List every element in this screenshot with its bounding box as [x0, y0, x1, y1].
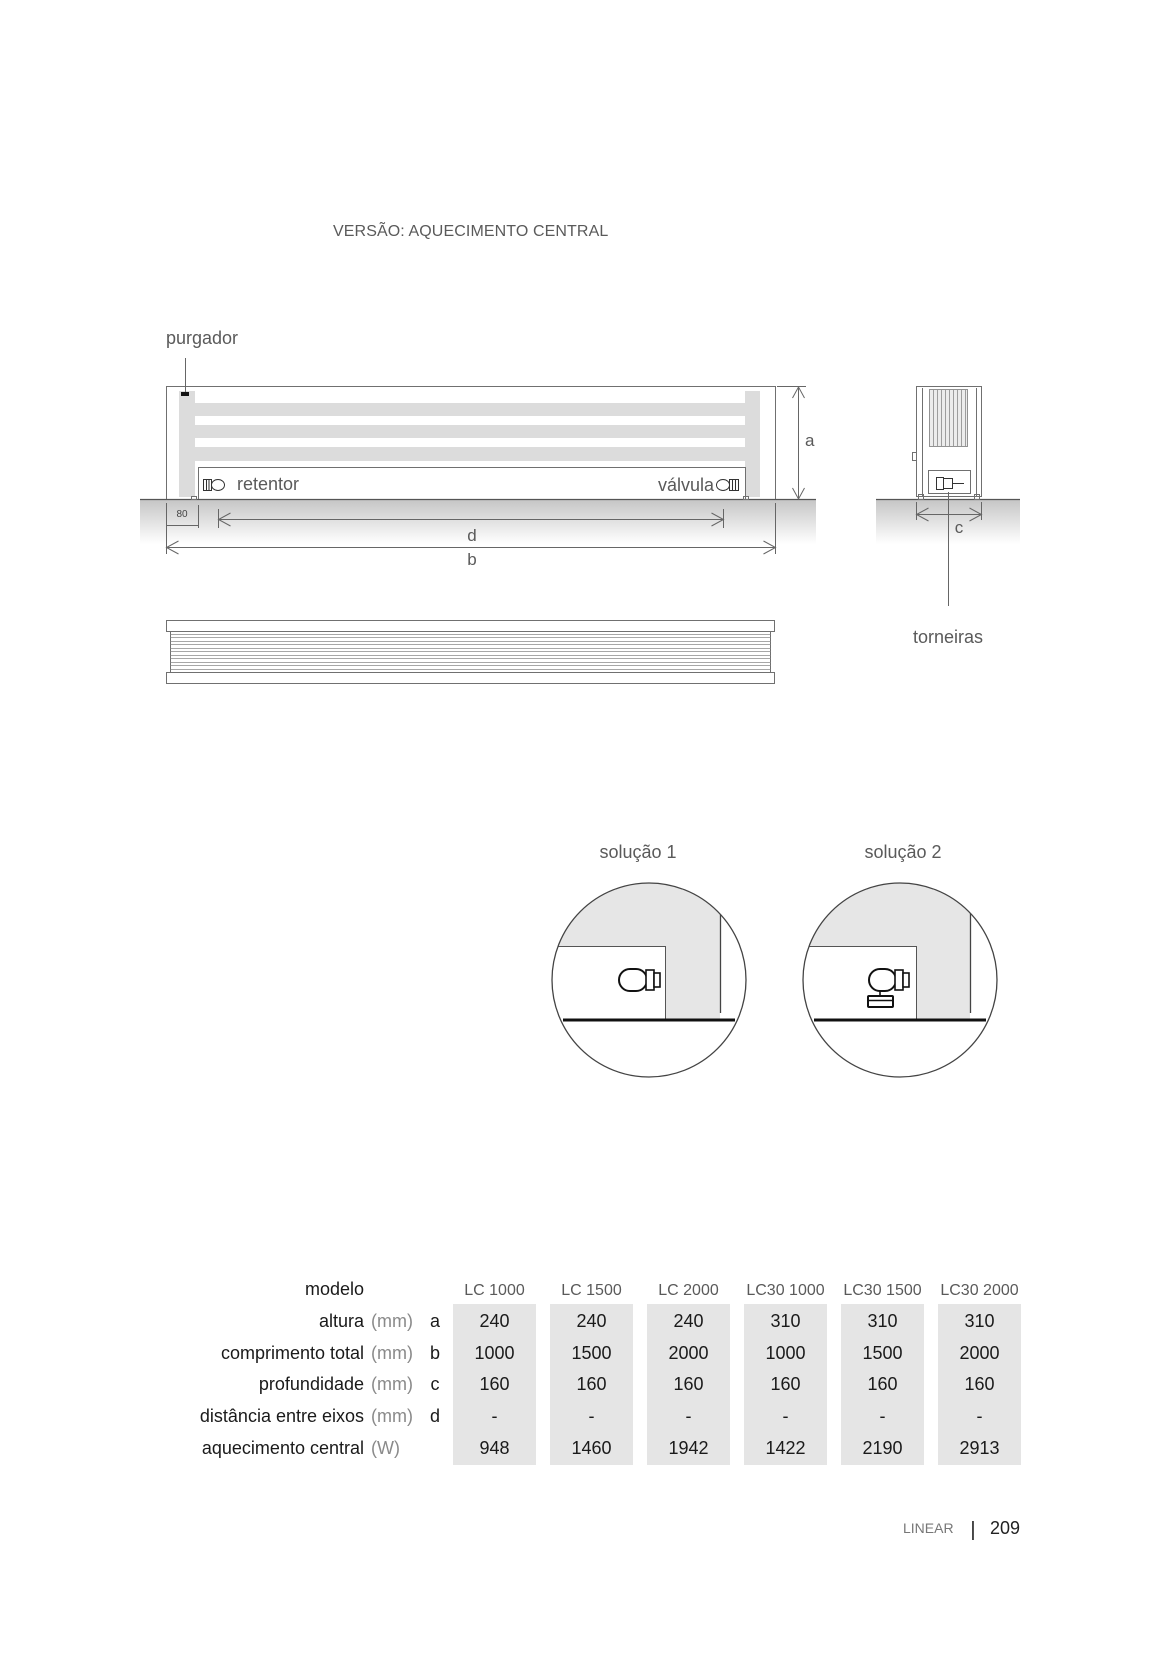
- table-cell: 160: [964, 1374, 995, 1394]
- straight-valve-icon: [619, 969, 660, 991]
- table-cell: -: [491, 1406, 498, 1426]
- row-symbol: d: [429, 1406, 441, 1426]
- table-cell: 160: [576, 1374, 607, 1394]
- footer-separator: |: [970, 1519, 976, 1541]
- row-unit: (mm): [371, 1343, 413, 1363]
- table-cell: 240: [479, 1311, 510, 1331]
- table-cell: -: [879, 1406, 886, 1426]
- table-cell: 2000: [668, 1343, 709, 1363]
- table-cell: 160: [867, 1374, 898, 1394]
- row-symbol: a: [429, 1311, 441, 1331]
- angled-valve-icon: [868, 969, 909, 1007]
- radiator-foot: [192, 497, 197, 500]
- row-symbol: b: [429, 1343, 441, 1363]
- dimension-80-label: 80: [176, 509, 188, 520]
- row-label: comprimento total: [220, 1343, 364, 1363]
- lockshield-label: retentor: [237, 474, 300, 494]
- heating-tube: [195, 425, 745, 438]
- bottom-cover: [167, 673, 775, 684]
- table-cell: -: [976, 1406, 983, 1426]
- bleeder-valve-icon: [181, 392, 189, 396]
- dimension-d-label: d: [467, 526, 477, 545]
- table-column-backgrounds: [453, 1304, 1021, 1465]
- heating-tube: [195, 447, 745, 461]
- model-header: LC 1500: [561, 1282, 622, 1299]
- row-unit: (mm): [371, 1311, 413, 1331]
- solution-2-label: solução 2: [864, 842, 942, 862]
- table-row: [221, 1343, 1000, 1363]
- dimension-b-label: b: [467, 550, 477, 569]
- row-unit: (mm): [371, 1374, 413, 1394]
- solution-1-detail: [550, 842, 746, 1077]
- dimension-a-label: a: [805, 431, 815, 450]
- table-cell: 310: [770, 1311, 801, 1331]
- model-header: LC 1000: [464, 1282, 525, 1299]
- row-label: profundidade: [258, 1374, 364, 1394]
- table-row: [202, 1438, 1000, 1458]
- row-label: aquecimento central: [201, 1438, 364, 1458]
- heating-tube: [195, 403, 745, 416]
- spec-table: [200, 1279, 1021, 1465]
- lockshield-valve-icon: [204, 480, 225, 491]
- footer-section-name: LINEAR: [903, 1520, 954, 1536]
- row-label: altura: [318, 1311, 364, 1331]
- table-cell: 2000: [959, 1343, 1000, 1363]
- table-cell: 310: [964, 1311, 995, 1331]
- table-cell: 1422: [765, 1438, 806, 1458]
- table-cell: 1460: [571, 1438, 612, 1458]
- table-cell: 1500: [571, 1343, 612, 1363]
- row-symbol: c: [430, 1374, 440, 1394]
- table-cell: 240: [576, 1311, 607, 1331]
- side-marker: [913, 453, 917, 461]
- top-cover: [167, 621, 775, 632]
- taps-label: torneiras: [913, 627, 984, 647]
- row-label: distância entre eixos: [199, 1406, 364, 1426]
- table-cell: 1000: [474, 1343, 515, 1363]
- dimension-height: [777, 387, 815, 500]
- right-collector: [745, 391, 760, 497]
- page-number: 209: [990, 1518, 1021, 1538]
- left-collector: [179, 391, 195, 497]
- front-view-diagram: [140, 328, 816, 569]
- version-title: VERSÃO: AQUECIMENTO CENTRAL: [333, 223, 609, 240]
- row-unit: (mm): [371, 1406, 413, 1426]
- table-cell: 160: [770, 1374, 801, 1394]
- model-header: LC30 1500: [843, 1282, 922, 1299]
- table-cell: 2913: [959, 1438, 1000, 1458]
- table-cell: 1500: [862, 1343, 903, 1363]
- model-header: LC 2000: [658, 1282, 719, 1299]
- model-header: LC30 1000: [746, 1282, 825, 1299]
- valve-label: válvula: [658, 475, 715, 495]
- bleeder-label: purgador: [166, 328, 239, 348]
- radiator-valve-icon: [717, 480, 739, 491]
- table-header-row: [305, 1279, 1019, 1299]
- table-cell: -: [588, 1406, 595, 1426]
- dimension-c-label: c: [954, 518, 964, 537]
- table-cell: 948: [479, 1438, 510, 1458]
- top-view-diagram: [167, 621, 775, 684]
- table-cell: 1942: [668, 1438, 709, 1458]
- table-cell: 310: [867, 1311, 898, 1331]
- table-cell: 240: [673, 1311, 704, 1331]
- solution-1-view: [550, 880, 735, 1020]
- model-header: LC30 2000: [940, 1282, 1019, 1299]
- table-cell: 2190: [862, 1438, 903, 1458]
- solution-2-detail: [800, 842, 997, 1077]
- page-footer: [903, 1518, 1020, 1541]
- table-cell: -: [685, 1406, 692, 1426]
- ground-shading: [140, 500, 816, 544]
- plan-tubes: [171, 635, 771, 670]
- model-header-label: modelo: [304, 1279, 364, 1299]
- table-cell: 160: [479, 1374, 510, 1394]
- table-cell: 1000: [765, 1343, 806, 1363]
- table-cell: 160: [673, 1374, 704, 1394]
- solution-1-label: solução 1: [599, 842, 677, 862]
- side-view-diagram: [876, 387, 1020, 648]
- row-unit: (W): [371, 1438, 400, 1458]
- table-cell: -: [782, 1406, 789, 1426]
